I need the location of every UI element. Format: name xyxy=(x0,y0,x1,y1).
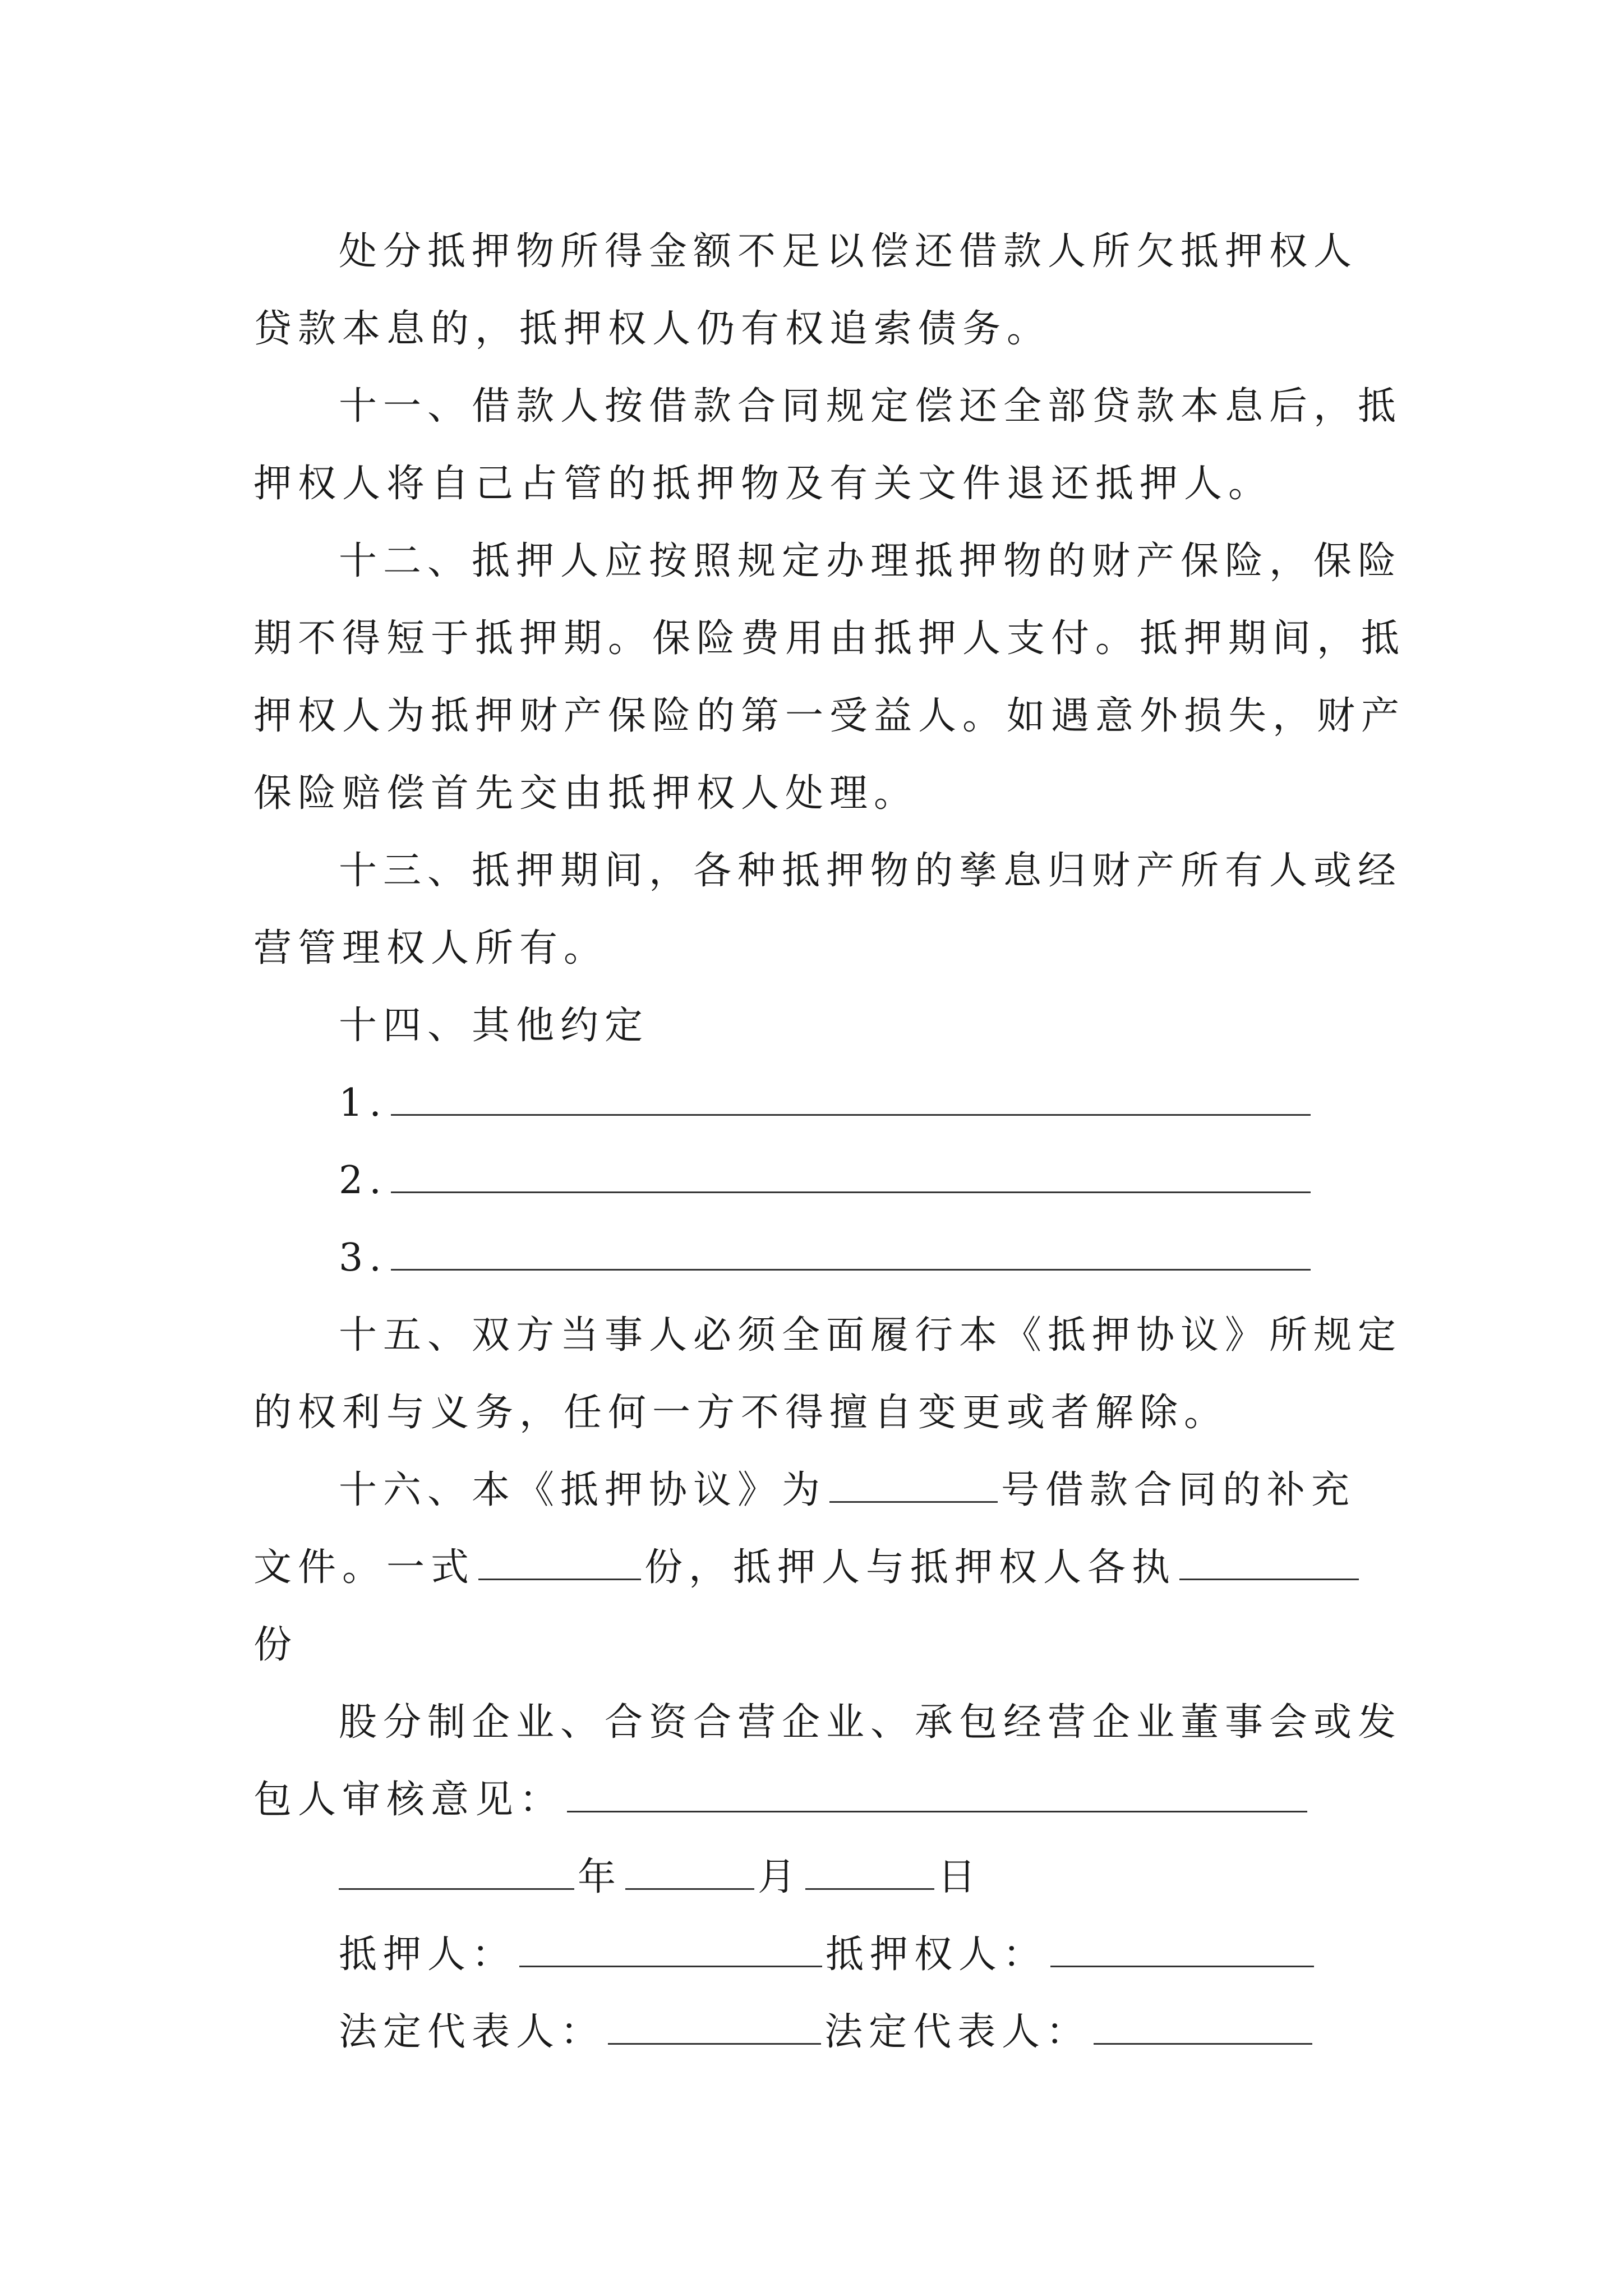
list-item xyxy=(253,1142,1381,1220)
list-item xyxy=(253,1065,1381,1142)
paragraph-line xyxy=(253,987,1381,1065)
paragraph-line xyxy=(253,910,1381,987)
blank-line[interactable] xyxy=(391,1082,1311,1116)
paragraph-text: 期不得短于抵押期。保险费用由抵押人支付。抵押期间，抵 xyxy=(253,616,1406,661)
paragraph-text: 十四、其他约定 xyxy=(339,1004,649,1048)
blank-line[interactable] xyxy=(391,1159,1311,1193)
date-day-label: 日 xyxy=(938,1855,983,1899)
paragraph-line xyxy=(253,1607,1381,1684)
paragraph-text: 十五、双方当事人必须全面履行本《抵押协议》所规定 xyxy=(339,1313,1403,1358)
mortgagor-label: 抵押人： xyxy=(339,1932,517,1977)
paragraph-line xyxy=(253,600,1406,678)
rep1-label: 法定代表人： xyxy=(339,2010,605,2054)
paragraph-text: 号借款合同的补充 xyxy=(1001,1468,1356,1512)
date-year-label: 年 xyxy=(578,1855,623,1899)
blank-line[interactable] xyxy=(829,1469,998,1503)
paragraph-text: 十六、本《抵押协议》为 xyxy=(339,1468,827,1512)
item-number: 3. xyxy=(339,1236,388,1280)
blank-line[interactable] xyxy=(478,1546,641,1580)
document-page xyxy=(253,213,1406,2071)
paragraph-line xyxy=(253,291,1381,368)
paragraph-line xyxy=(253,755,1381,832)
paragraph-line xyxy=(253,1529,1381,1607)
paragraph-line xyxy=(253,1452,1381,1529)
blank-line[interactable] xyxy=(1179,1546,1359,1580)
paragraph-text: 十一、借款人按借款合同规定偿还全部贷款本息后，抵 xyxy=(339,384,1403,429)
paragraph-text: 文件。一式 xyxy=(253,1545,476,1590)
paragraph-text: 份，抵押人与抵押权人各执 xyxy=(644,1545,1177,1590)
signature-line xyxy=(253,1994,1381,2071)
rep2-label: 法定代表人： xyxy=(824,2010,1091,2054)
paragraph-line xyxy=(253,523,1403,600)
date-month-label: 月 xyxy=(758,1855,803,1899)
paragraph-text: 份 xyxy=(253,1623,298,1667)
mortgagee-label: 抵押权人： xyxy=(826,1932,1048,1977)
item-number: 2. xyxy=(339,1158,388,1203)
date-line xyxy=(253,1839,1381,1916)
paragraph-line xyxy=(253,1761,1381,1839)
year-blank[interactable] xyxy=(339,1856,574,1890)
paragraph-line xyxy=(253,678,1406,755)
paragraph-text: 十二、抵押人应按照规定办理抵押物的财产保险，保险 xyxy=(339,539,1403,583)
day-blank[interactable] xyxy=(805,1856,934,1890)
paragraph-text: 包人审核意见： xyxy=(253,1778,564,1822)
paragraph-line xyxy=(253,213,1381,291)
paragraph-text: 股分制企业、合资合营企业、承包经营企业董事会或发 xyxy=(339,1700,1403,1745)
month-blank[interactable] xyxy=(625,1856,754,1890)
paragraph-line xyxy=(253,445,1381,523)
paragraph-text: 营管理权人所有。 xyxy=(253,926,608,970)
mortgagor-blank[interactable] xyxy=(519,1933,822,1967)
paragraph-text: 保险赔偿首先交由抵押权人处理。 xyxy=(253,771,919,816)
paragraph-text: 十三、抵押期间，各种抵押物的孳息归财产所有人或经 xyxy=(339,849,1403,893)
mortgagee-blank[interactable] xyxy=(1050,1933,1314,1967)
paragraph-text: 押权人将自己占管的抵押物及有关文件退还抵押人。 xyxy=(253,462,1273,506)
item-number: 1. xyxy=(339,1081,388,1125)
paragraph-text: 处分抵押物所得金额不足以偿还借款人所欠抵押权人 xyxy=(339,229,1358,274)
signature-line xyxy=(253,1916,1381,1994)
paragraph-line xyxy=(253,1297,1403,1374)
paragraph-line xyxy=(253,368,1403,445)
paragraph-line xyxy=(253,1374,1381,1452)
blank-line[interactable] xyxy=(567,1778,1307,1812)
paragraph-line xyxy=(253,1684,1403,1761)
blank-line[interactable] xyxy=(391,1236,1311,1271)
rep2-blank[interactable] xyxy=(1094,2010,1312,2045)
paragraph-text: 贷款本息的，抵押权人仍有权追索债务。 xyxy=(253,307,1052,351)
paragraph-text: 押权人为抵押财产保险的第一受益人。如遇意外损失，财产 xyxy=(253,694,1406,738)
paragraph-text: 的权利与义务，任何一方不得擅自变更或者解除。 xyxy=(253,1391,1229,1435)
rep1-blank[interactable] xyxy=(608,2010,821,2045)
paragraph-line xyxy=(253,832,1403,910)
list-item xyxy=(253,1220,1381,1297)
